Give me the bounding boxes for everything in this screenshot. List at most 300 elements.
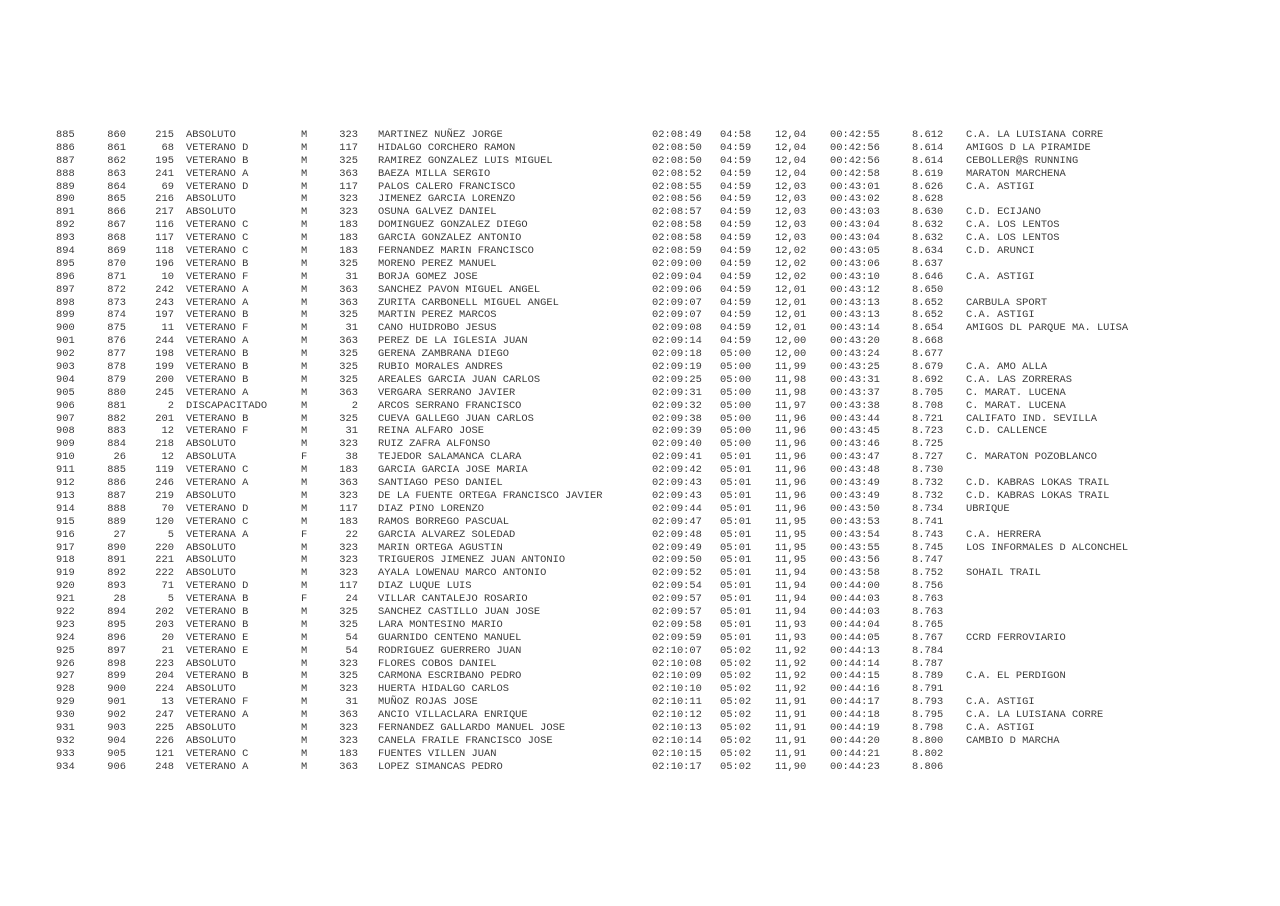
overall-position-cell: 888 <box>56 167 75 180</box>
category-cell: ABSOLUTO <box>186 567 236 580</box>
pace-cell: 04:59 <box>720 180 752 193</box>
category-cell: VETERANO D <box>186 502 249 515</box>
club-cell: AMIGOS DL PARQUE MA. LUISA <box>966 322 1129 335</box>
sex-cell: M <box>301 167 308 180</box>
table-row <box>56 348 1236 361</box>
gender-position-cell: 883 <box>107 425 126 438</box>
runner-name-cell: ARCOS SERRANO FRANCISCO <box>378 399 522 412</box>
speed-cell: 11,92 <box>775 670 807 683</box>
finish-time-cell: 02:10:17 <box>652 760 702 773</box>
time-behind-cell: 00:44:04 <box>830 618 880 631</box>
runner-name-cell: VERGARA SERRANO JAVIER <box>378 386 516 399</box>
sex-cell: M <box>301 747 308 760</box>
percent-behind-cell: 8.806 <box>912 760 944 773</box>
speed-cell: 12,02 <box>775 270 807 283</box>
pace-cell: 05:02 <box>720 721 752 734</box>
category-position-cell: 70 <box>161 502 174 515</box>
time-behind-cell: 00:44:18 <box>830 709 880 722</box>
runner-name-cell: HIDALGO CORCHERO RAMON <box>378 141 516 154</box>
category-cell: ABSOLUTA <box>186 451 236 464</box>
category-cell: VETERANO E <box>186 631 249 644</box>
category-total-cell: 323 <box>339 567 358 580</box>
finish-time-cell: 02:09:50 <box>652 554 702 567</box>
percent-behind-cell: 8.802 <box>912 747 944 760</box>
club-cell: C.A. ASTIGI <box>966 270 1035 283</box>
category-cell: VETERANO C <box>186 219 249 232</box>
category-cell: VETERANO B <box>186 309 249 322</box>
runner-name-cell: LOPEZ SIMANCAS PEDRO <box>378 760 503 773</box>
category-position-cell: 224 <box>155 683 174 696</box>
category-position-cell: 10 <box>161 270 174 283</box>
category-cell: ABSOLUTO <box>186 489 236 502</box>
pace-cell: 04:59 <box>720 283 752 296</box>
category-position-cell: 118 <box>155 245 174 258</box>
table-row <box>56 322 1236 335</box>
overall-position-cell: 890 <box>56 193 75 206</box>
gender-position-cell: 885 <box>107 464 126 477</box>
category-position-cell: 198 <box>155 348 174 361</box>
club-cell: C.A. ASTIGI <box>966 180 1035 193</box>
table-row <box>56 516 1236 529</box>
category-position-cell: 219 <box>155 489 174 502</box>
category-position-cell: 116 <box>155 219 174 232</box>
finish-time-cell: 02:08:58 <box>652 219 702 232</box>
finish-time-cell: 02:09:00 <box>652 257 702 270</box>
category-cell: ABSOLUTO <box>186 734 236 747</box>
runner-name-cell: DIAZ PINO LORENZO <box>378 502 485 515</box>
table-row <box>56 683 1236 696</box>
gender-position-cell: 900 <box>107 683 126 696</box>
pace-cell: 05:01 <box>720 515 752 528</box>
category-position-cell: 69 <box>161 180 174 193</box>
finish-time-cell: 02:08:52 <box>652 167 702 180</box>
overall-position-cell: 904 <box>56 373 75 386</box>
category-total-cell: 323 <box>339 206 358 219</box>
percent-behind-cell: 8.721 <box>912 412 944 425</box>
category-position-cell: 200 <box>155 373 174 386</box>
category-cell: VETERANO F <box>186 425 249 438</box>
pace-cell: 05:01 <box>720 567 752 580</box>
speed-cell: 11,97 <box>775 399 807 412</box>
percent-behind-cell: 8.798 <box>912 721 944 734</box>
gender-position-cell: 863 <box>107 167 126 180</box>
table-row <box>56 142 1236 155</box>
category-position-cell: 217 <box>155 206 174 219</box>
pace-cell: 04:59 <box>720 270 752 283</box>
gender-position-cell: 26 <box>113 451 126 464</box>
overall-position-cell: 914 <box>56 502 75 515</box>
pace-cell: 05:02 <box>720 709 752 722</box>
club-cell: C. MARAT. LUCENA <box>966 386 1066 399</box>
overall-position-cell: 918 <box>56 554 75 567</box>
category-total-cell: 363 <box>339 709 358 722</box>
runner-name-cell: CUEVA GALLEGO JUAN CARLOS <box>378 412 534 425</box>
category-total-cell: 363 <box>339 283 358 296</box>
speed-cell: 11,90 <box>775 760 807 773</box>
table-row <box>56 503 1236 516</box>
speed-cell: 12,01 <box>775 322 807 335</box>
finish-time-cell: 02:09:57 <box>652 605 702 618</box>
gender-position-cell: 892 <box>107 567 126 580</box>
runner-name-cell: DOMINGUEZ GONZALEZ DIEGO <box>378 219 528 232</box>
pace-cell: 05:00 <box>720 361 752 374</box>
runner-name-cell: DE LA FUENTE ORTEGA FRANCISCO JAVIER <box>378 489 603 502</box>
overall-position-cell: 915 <box>56 515 75 528</box>
percent-behind-cell: 8.692 <box>912 373 944 386</box>
overall-position-cell: 927 <box>56 670 75 683</box>
table-row <box>56 645 1236 658</box>
speed-cell: 12,04 <box>775 154 807 167</box>
category-position-cell: 196 <box>155 257 174 270</box>
overall-position-cell: 923 <box>56 618 75 631</box>
pace-cell: 05:02 <box>720 760 752 773</box>
category-total-cell: 325 <box>339 605 358 618</box>
pace-cell: 05:00 <box>720 438 752 451</box>
speed-cell: 11,95 <box>775 515 807 528</box>
category-cell: VETERANO F <box>186 696 249 709</box>
gender-position-cell: 889 <box>107 515 126 528</box>
speed-cell: 12,02 <box>775 245 807 258</box>
overall-position-cell: 908 <box>56 425 75 438</box>
category-total-cell: 363 <box>339 296 358 309</box>
finish-time-cell: 02:10:14 <box>652 734 702 747</box>
runner-name-cell: MUÑOZ ROJAS JOSE <box>378 696 478 709</box>
runner-name-cell: LARA MONTESINO MARIO <box>378 618 503 631</box>
speed-cell: 12,00 <box>775 335 807 348</box>
percent-behind-cell: 8.752 <box>912 567 944 580</box>
category-total-cell: 54 <box>345 631 358 644</box>
sex-cell: M <box>301 709 308 722</box>
time-behind-cell: 00:42:58 <box>830 167 880 180</box>
gender-position-cell: 860 <box>107 129 126 141</box>
club-cell: C.D. KABRAS LOKAS TRAIL <box>966 489 1110 502</box>
category-total-cell: 183 <box>339 219 358 232</box>
finish-time-cell: 02:09:40 <box>652 438 702 451</box>
speed-cell: 11,96 <box>775 489 807 502</box>
gender-position-cell: 898 <box>107 657 126 670</box>
category-position-cell: 223 <box>155 657 174 670</box>
overall-position-cell: 932 <box>56 734 75 747</box>
time-behind-cell: 00:43:54 <box>830 528 880 541</box>
sex-cell: M <box>301 438 308 451</box>
finish-time-cell: 02:09:38 <box>652 412 702 425</box>
pace-cell: 04:59 <box>720 335 752 348</box>
time-behind-cell: 00:42:56 <box>830 154 880 167</box>
category-position-cell: 226 <box>155 734 174 747</box>
category-total-cell: 31 <box>345 322 358 335</box>
finish-time-cell: 02:09:47 <box>652 515 702 528</box>
percent-behind-cell: 8.791 <box>912 683 944 696</box>
gender-position-cell: 28 <box>113 593 126 606</box>
percent-behind-cell: 8.628 <box>912 193 944 206</box>
table-row <box>56 748 1236 761</box>
runner-name-cell: RODRIGUEZ GUERRERO JUAN <box>378 644 522 657</box>
time-behind-cell: 00:43:24 <box>830 348 880 361</box>
gender-position-cell: 878 <box>107 361 126 374</box>
overall-position-cell: 925 <box>56 644 75 657</box>
table-row <box>56 593 1236 606</box>
category-cell: VETERANO A <box>186 296 249 309</box>
finish-time-cell: 02:09:06 <box>652 283 702 296</box>
gender-position-cell: 870 <box>107 257 126 270</box>
category-total-cell: 323 <box>339 657 358 670</box>
finish-time-cell: 02:10:15 <box>652 747 702 760</box>
sex-cell: M <box>301 670 308 683</box>
speed-cell: 11,96 <box>775 477 807 490</box>
time-behind-cell: 00:43:06 <box>830 257 880 270</box>
gender-position-cell: 866 <box>107 206 126 219</box>
time-behind-cell: 00:43:01 <box>830 180 880 193</box>
table-row <box>56 193 1236 206</box>
sex-cell: M <box>301 219 308 232</box>
overall-position-cell: 930 <box>56 709 75 722</box>
table-row <box>56 219 1236 232</box>
time-behind-cell: 00:43:20 <box>830 335 880 348</box>
category-total-cell: 183 <box>339 245 358 258</box>
finish-time-cell: 02:10:08 <box>652 657 702 670</box>
category-position-cell: 12 <box>161 425 174 438</box>
pace-cell: 04:59 <box>720 296 752 309</box>
finish-time-cell: 02:09:42 <box>652 464 702 477</box>
percent-behind-cell: 8.756 <box>912 580 944 593</box>
finish-time-cell: 02:09:04 <box>652 270 702 283</box>
sex-cell: M <box>301 296 308 309</box>
overall-position-cell: 912 <box>56 477 75 490</box>
sex-cell: M <box>301 464 308 477</box>
percent-behind-cell: 8.652 <box>912 309 944 322</box>
pace-cell: 04:59 <box>720 245 752 258</box>
overall-position-cell: 891 <box>56 206 75 219</box>
speed-cell: 11,91 <box>775 709 807 722</box>
finish-time-cell: 02:09:07 <box>652 296 702 309</box>
category-cell: ABSOLUTO <box>186 683 236 696</box>
sex-cell: M <box>301 477 308 490</box>
percent-behind-cell: 8.784 <box>912 644 944 657</box>
finish-time-cell: 02:08:50 <box>652 141 702 154</box>
overall-position-cell: 929 <box>56 696 75 709</box>
speed-cell: 11,96 <box>775 451 807 464</box>
table-row <box>56 374 1236 387</box>
percent-behind-cell: 8.789 <box>912 670 944 683</box>
club-cell: UBRIQUE <box>966 502 1010 515</box>
sex-cell: M <box>301 322 308 335</box>
category-position-cell: 248 <box>155 760 174 773</box>
overall-position-cell: 901 <box>56 335 75 348</box>
sex-cell: M <box>301 257 308 270</box>
gender-position-cell: 902 <box>107 709 126 722</box>
category-total-cell: 323 <box>339 129 358 141</box>
speed-cell: 12,01 <box>775 309 807 322</box>
finish-time-cell: 02:10:11 <box>652 696 702 709</box>
table-row <box>56 670 1236 683</box>
category-position-cell: 71 <box>161 580 174 593</box>
club-cell: CCRD FERROVIARIO <box>966 631 1066 644</box>
percent-behind-cell: 8.725 <box>912 438 944 451</box>
speed-cell: 11,98 <box>775 386 807 399</box>
club-cell: SOHAIL TRAIL <box>966 567 1041 580</box>
runner-name-cell: JIMENEZ GARCIA LORENZO <box>378 193 516 206</box>
speed-cell: 11,92 <box>775 657 807 670</box>
runner-name-cell: CARMONA ESCRIBANO PEDRO <box>378 670 522 683</box>
category-position-cell: 2 <box>167 399 174 412</box>
category-total-cell: 117 <box>339 141 358 154</box>
finish-time-cell: 02:09:18 <box>652 348 702 361</box>
percent-behind-cell: 8.634 <box>912 245 944 258</box>
category-position-cell: 20 <box>161 631 174 644</box>
time-behind-cell: 00:43:47 <box>830 451 880 464</box>
time-behind-cell: 00:43:31 <box>830 373 880 386</box>
gender-position-cell: 874 <box>107 309 126 322</box>
club-cell: C.A. ASTIGI <box>966 309 1035 322</box>
category-total-cell: 183 <box>339 515 358 528</box>
time-behind-cell: 00:44:13 <box>830 644 880 657</box>
sex-cell: M <box>301 502 308 515</box>
runner-name-cell: GUARNIDO CENTENO MANUEL <box>378 631 522 644</box>
time-behind-cell: 00:43:14 <box>830 322 880 335</box>
sex-cell: F <box>301 593 308 606</box>
pace-cell: 05:01 <box>720 502 752 515</box>
category-position-cell: 225 <box>155 721 174 734</box>
category-cell: VETERANO C <box>186 232 249 245</box>
runner-name-cell: OSUNA GALVEZ DANIEL <box>378 206 497 219</box>
sex-cell: M <box>301 605 308 618</box>
category-cell: ABSOLUTO <box>186 438 236 451</box>
finish-time-cell: 02:09:52 <box>652 567 702 580</box>
category-cell: VETERANO D <box>186 180 249 193</box>
table-row <box>56 168 1236 181</box>
time-behind-cell: 00:43:58 <box>830 567 880 580</box>
sex-cell: F <box>301 451 308 464</box>
speed-cell: 12,04 <box>775 141 807 154</box>
gender-position-cell: 872 <box>107 283 126 296</box>
time-behind-cell: 00:43:04 <box>830 232 880 245</box>
gender-position-cell: 868 <box>107 232 126 245</box>
finish-time-cell: 02:09:39 <box>652 425 702 438</box>
finish-time-cell: 02:10:07 <box>652 644 702 657</box>
percent-behind-cell: 8.612 <box>912 129 944 141</box>
speed-cell: 11,94 <box>775 580 807 593</box>
category-position-cell: 121 <box>155 747 174 760</box>
category-cell: VETERANO A <box>186 335 249 348</box>
sex-cell: M <box>301 335 308 348</box>
category-cell: VETERANO A <box>186 386 249 399</box>
finish-time-cell: 02:10:13 <box>652 721 702 734</box>
finish-time-cell: 02:08:59 <box>652 245 702 258</box>
pace-cell: 04:59 <box>720 206 752 219</box>
category-position-cell: 13 <box>161 696 174 709</box>
gender-position-cell: 864 <box>107 180 126 193</box>
runner-name-cell: MARIN ORTEGA AGUSTIN <box>378 541 503 554</box>
gender-position-cell: 897 <box>107 644 126 657</box>
category-cell: ABSOLUTO <box>186 554 236 567</box>
finish-time-cell: 02:09:58 <box>652 618 702 631</box>
speed-cell: 11,95 <box>775 541 807 554</box>
percent-behind-cell: 8.637 <box>912 257 944 270</box>
category-position-cell: 245 <box>155 386 174 399</box>
category-cell: VETERANA B <box>186 593 249 606</box>
pace-cell: 04:59 <box>720 309 752 322</box>
gender-position-cell: 882 <box>107 412 126 425</box>
time-behind-cell: 00:43:38 <box>830 399 880 412</box>
time-behind-cell: 00:43:55 <box>830 541 880 554</box>
overall-position-cell: 931 <box>56 721 75 734</box>
speed-cell: 12,04 <box>775 167 807 180</box>
pace-cell: 05:02 <box>720 683 752 696</box>
category-position-cell: 218 <box>155 438 174 451</box>
speed-cell: 11,96 <box>775 464 807 477</box>
table-row <box>56 696 1236 709</box>
category-total-cell: 117 <box>339 502 358 515</box>
category-total-cell: 325 <box>339 361 358 374</box>
category-cell: VETERANO B <box>186 412 249 425</box>
time-behind-cell: 00:43:13 <box>830 296 880 309</box>
runner-name-cell: VILLAR CANTALEJO ROSARIO <box>378 593 528 606</box>
runner-name-cell: PEREZ DE LA IGLESIA JUAN <box>378 335 528 348</box>
runner-name-cell: SANTIAGO PESO DANIEL <box>378 477 503 490</box>
overall-position-cell: 911 <box>56 464 75 477</box>
category-position-cell: 241 <box>155 167 174 180</box>
time-behind-cell: 00:44:19 <box>830 721 880 734</box>
club-cell: CEBOLLER@S RUNNING <box>966 154 1079 167</box>
speed-cell: 11,91 <box>775 734 807 747</box>
sex-cell: M <box>301 348 308 361</box>
category-total-cell: 183 <box>339 464 358 477</box>
club-cell: C.D. ECIJANO <box>966 206 1041 219</box>
runner-name-cell: HUERTA HIDALGO CARLOS <box>378 683 509 696</box>
category-cell: ABSOLUTO <box>186 206 236 219</box>
gender-position-cell: 906 <box>107 760 126 773</box>
category-position-cell: 12 <box>161 451 174 464</box>
sex-cell: M <box>301 696 308 709</box>
gender-position-cell: 869 <box>107 245 126 258</box>
percent-behind-cell: 8.763 <box>912 605 944 618</box>
percent-behind-cell: 8.705 <box>912 386 944 399</box>
club-cell: C.A. ASTIGI <box>966 696 1035 709</box>
table-row <box>56 232 1236 245</box>
percent-behind-cell: 8.745 <box>912 541 944 554</box>
sex-cell: M <box>301 386 308 399</box>
time-behind-cell: 00:44:14 <box>830 657 880 670</box>
category-position-cell: 11 <box>161 322 174 335</box>
table-row <box>56 632 1236 645</box>
pace-cell: 04:59 <box>720 193 752 206</box>
percent-behind-cell: 8.732 <box>912 489 944 502</box>
finish-time-cell: 02:09:43 <box>652 477 702 490</box>
runner-name-cell: SANCHEZ CASTILLO JUAN JOSE <box>378 605 541 618</box>
time-behind-cell: 00:43:56 <box>830 554 880 567</box>
category-cell: VETERANO B <box>186 361 249 374</box>
finish-time-cell: 02:10:10 <box>652 683 702 696</box>
runner-name-cell: DIAZ LUQUE LUIS <box>378 580 472 593</box>
time-behind-cell: 00:43:25 <box>830 361 880 374</box>
category-total-cell: 363 <box>339 760 358 773</box>
pace-cell: 05:01 <box>720 580 752 593</box>
finish-time-cell: 02:09:49 <box>652 541 702 554</box>
overall-position-cell: 886 <box>56 141 75 154</box>
pace-cell: 05:00 <box>720 425 752 438</box>
category-total-cell: 325 <box>339 257 358 270</box>
category-total-cell: 325 <box>339 348 358 361</box>
finish-time-cell: 02:09:44 <box>652 502 702 515</box>
club-cell: MARATON MARCHENA <box>966 167 1066 180</box>
category-cell: VETERANO C <box>186 747 249 760</box>
sex-cell: M <box>301 489 308 502</box>
club-cell: C.A. LA LUISIANA CORRE <box>966 129 1104 141</box>
pace-cell: 05:01 <box>720 618 752 631</box>
club-cell: C. MARAT. LUCENA <box>966 399 1066 412</box>
gender-position-cell: 903 <box>107 721 126 734</box>
runner-name-cell: AYALA LOWENAU MARCO ANTONIO <box>378 567 547 580</box>
